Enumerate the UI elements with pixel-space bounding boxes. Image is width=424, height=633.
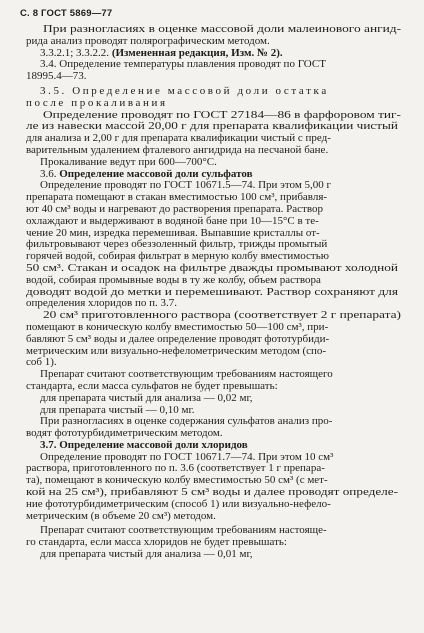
text-line: препарата помещают в стакан вместимостью 100 см³, прибавля- [26, 191, 328, 204]
text-line: стандарта, если масса сульфатов не будет превышать: [26, 379, 278, 392]
text-line: варительным удалением фталевого ангидрида на песчаной бане. [26, 143, 329, 156]
text-line: та), помещают в коническую колбу вместимостью 50 см³ (с мет- [26, 474, 328, 487]
text-line: для анализа и 2,00 г для препарата квалификации чистый с пред- [26, 132, 331, 145]
text-line: чение 20 мин, изредка перемешивая. Выпавшие кристаллы от- [26, 226, 320, 239]
text-line: Препарат считают соответствующим требованиям настоящего [40, 368, 333, 381]
text-line: для препарата чистый для анализа — 0,02 мг, [40, 391, 253, 404]
text-line: При разногласиях в оценке массовой доли малеинового ангид- [43, 23, 402, 35]
text-line: Прокаливание ведут при 600—700°С. [40, 155, 217, 168]
text-line: 18995.4—73. [26, 70, 87, 83]
text-line: Определение проводят по ГОСТ 27184—86 в фарфоровом тиг- [42, 108, 401, 121]
text-line: 3.4. Определение температуры плавления проводят по ГОСТ [40, 58, 326, 71]
text-line: 50 см³. Стакан и осадок на фильтре дважды промывают холодной [26, 261, 398, 274]
text-line: кой на 25 см³), прибавляют 5 см³ воды и далее проводят определе- [26, 486, 399, 499]
page-header: С. 8 ГОСТ 5869—77 [20, 8, 113, 19]
text-line: водой, собирая промывные воды в ту же колбу, объем раствора [26, 273, 321, 286]
text-line: бавляют 5 см³ воды и далее определение проводят фототурбиди- [26, 332, 330, 345]
text-line: определения хлоридов по п. 3.7. [26, 297, 177, 310]
text-line: раствора, приготовленного по п. 3.6 (соответствует 1 г препара- [26, 462, 325, 475]
text-line: 3.3.2.1; 3.3.2.2. (Измененная редакция, Изм. № 2). [40, 46, 283, 59]
text-line: Определение проводят по ГОСТ 10671.5—74. При этом 5,00 г [40, 179, 332, 192]
text-line: метрическим или визуально-нефелометрическим методом (спо- [26, 344, 327, 357]
text-line: го стандарта, если масса хлоридов не будет превышать: [26, 536, 287, 549]
text-line: ют 40 см³ воды и нагревают до растворения препарата. Раствор [26, 202, 323, 215]
text-line: после прокаливания [26, 96, 168, 109]
text-line: 3.6. Определение массовой доли сульфатов [40, 167, 253, 180]
text-line: для препарата чистый — 0,10 мг. [40, 403, 195, 416]
text-line: доводят водой до метки и перемешивают. Раствор сохраняют для [26, 285, 399, 298]
text-line: Препарат считают соответствующим требованиям настояще- [40, 524, 327, 537]
document-body [26, 23, 402, 561]
text-line: для препарата чистый для анализа — 0,01 мг, [40, 548, 253, 561]
text-line: водят фототурбидиметрическим методом. [26, 427, 223, 440]
text-line: рида анализ проводят полярографическим методом. [26, 34, 270, 47]
text-line: горячей водой, собирая фильтрат в мерную колбу вместимостью [26, 250, 329, 263]
text-line: ние фототурбидиметрическим (способ 1) или визуально-нефело- [26, 497, 331, 510]
text-line: фильтровывают через обеззоленный фильтр, трижды промытый [26, 238, 328, 251]
text-line: 20 см³ приготовленного раствора (соответствует 2 г препарата) [42, 309, 401, 322]
text-line: соб 1). [26, 356, 57, 369]
text-line: При разногласиях в оценке содержания сульфатов анализ про- [40, 415, 333, 428]
text-line: метрическим (в объеме 20 см³) методом. [26, 509, 216, 522]
text-line: помещают в коническую колбу вместимостью 50—100 см³, при- [26, 320, 329, 333]
text-line: 3.5. Определение массовой доли остатка [40, 84, 329, 97]
text-line: Определение проводят по ГОСТ 10671.7—74. При этом 10 см³ [40, 450, 334, 463]
text-line: ле из навески массой 20,00 г для препарата квалификации чистый [26, 120, 398, 133]
text-line: 3.7. Определение массовой доли хлоридов [40, 438, 248, 451]
text-line: охлаждают и выдерживают в водяной бане при 10—15°С в те- [26, 214, 319, 227]
